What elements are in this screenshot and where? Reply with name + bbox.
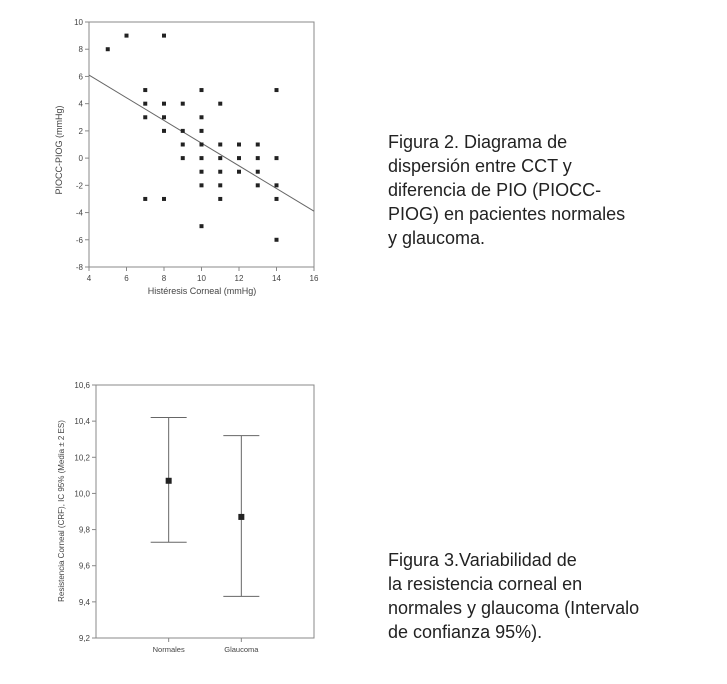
y-tick-label: 0: [78, 154, 83, 164]
y-tick-label: 2: [78, 126, 83, 136]
data-point: [143, 115, 147, 119]
data-point: [106, 47, 110, 51]
figure-3-caption: [388, 548, 639, 644]
data-point: [200, 156, 204, 160]
y-tick-label: -2: [75, 181, 83, 191]
y-axis-label: PIOCC-PIOG (mmHg): [54, 105, 64, 195]
caption-line: Figura 2. Diagrama de: [388, 132, 568, 152]
data-point: [181, 129, 185, 133]
data-point: [218, 170, 222, 174]
mean-marker: [238, 514, 244, 520]
y-tick-label: 9,4: [78, 597, 90, 607]
data-point: [218, 183, 222, 187]
y-axis-label: Resistencia Corneal (CRF), IC 95% (Media ± 2 ES): [57, 420, 66, 602]
data-point: [275, 197, 279, 201]
data-point: [162, 34, 166, 38]
y-tick-label: 9,8: [78, 525, 90, 535]
y-tick-label: 10,6: [74, 381, 90, 390]
x-tick-label: 14: [272, 274, 281, 283]
x-tick-label: 16: [309, 274, 319, 283]
data-point: [125, 34, 129, 38]
mean-marker: [166, 478, 172, 484]
data-point: [256, 183, 260, 187]
caption-line: diferencia de PIO (PIOCC-: [388, 180, 602, 200]
data-point: [162, 197, 166, 201]
data-point: [162, 129, 166, 133]
x-axis-label: Histéresis Corneal (mmHg): [147, 286, 257, 296]
y-tick-label: 10,0: [74, 489, 90, 499]
y-tick-label: 10,4: [74, 417, 90, 427]
data-point: [200, 115, 204, 119]
y-tick-label: 10,2: [74, 453, 90, 463]
y-tick-label: -6: [75, 235, 83, 245]
x-tick-label: 8: [161, 274, 167, 283]
caption-line: de confianza 95%).: [388, 622, 543, 642]
data-point: [181, 143, 185, 147]
data-point: [200, 88, 204, 92]
data-point: [200, 224, 204, 228]
data-point: [237, 143, 241, 147]
data-point: [256, 156, 260, 160]
data-point: [181, 102, 185, 106]
data-point: [275, 183, 279, 187]
data-point: [218, 156, 222, 160]
data-point: [143, 102, 147, 106]
data-point: [143, 197, 147, 201]
data-point: [181, 156, 185, 160]
y-tick-label: -4: [75, 208, 83, 218]
data-point: [275, 238, 279, 242]
data-point: [200, 143, 204, 147]
data-point: [200, 170, 204, 174]
y-tick-label: 4: [78, 99, 83, 109]
x-tick-label: 10: [197, 274, 206, 283]
data-point: [143, 88, 147, 92]
data-point: [218, 102, 222, 106]
x-tick-label: 6: [124, 274, 129, 283]
caption-line: dispersión entre CCT y: [388, 156, 572, 176]
y-tick-label: 10: [74, 18, 83, 27]
data-point: [237, 156, 241, 160]
data-point: [256, 143, 260, 147]
x-tick-label: 12: [234, 274, 244, 283]
data-point: [162, 102, 166, 106]
x-tick-label: 4: [86, 274, 92, 283]
figure-2-caption: [388, 130, 625, 250]
error-bar-chart: [0, 370, 330, 670]
x-tick-label: Glaucoma: [224, 645, 259, 654]
data-point: [275, 88, 279, 92]
y-tick-label: 6: [78, 72, 83, 82]
data-point: [200, 129, 204, 133]
caption-line: PIOG) en pacientes normales: [388, 204, 626, 224]
data-point: [200, 183, 204, 187]
plot-frame: [96, 385, 314, 638]
data-point: [237, 170, 241, 174]
data-point: [275, 156, 279, 160]
y-tick-label: 9,2: [78, 634, 90, 643]
data-point: [218, 143, 222, 147]
data-point: [162, 115, 166, 119]
y-tick-label: 9,6: [78, 561, 90, 571]
data-point: [218, 197, 222, 201]
y-tick-label: 8: [78, 45, 83, 55]
caption-line: y glaucoma.: [388, 228, 486, 248]
y-tick-label: -8: [75, 263, 83, 272]
caption-line: Figura 3.Variabilidad de: [388, 550, 577, 570]
data-point: [256, 170, 260, 174]
scatter-chart: [0, 0, 330, 300]
caption-line: la resistencia corneal en: [388, 574, 583, 594]
caption-line: normales y glaucoma (Intervalo: [388, 598, 640, 618]
x-tick-label: Normales: [152, 645, 185, 654]
